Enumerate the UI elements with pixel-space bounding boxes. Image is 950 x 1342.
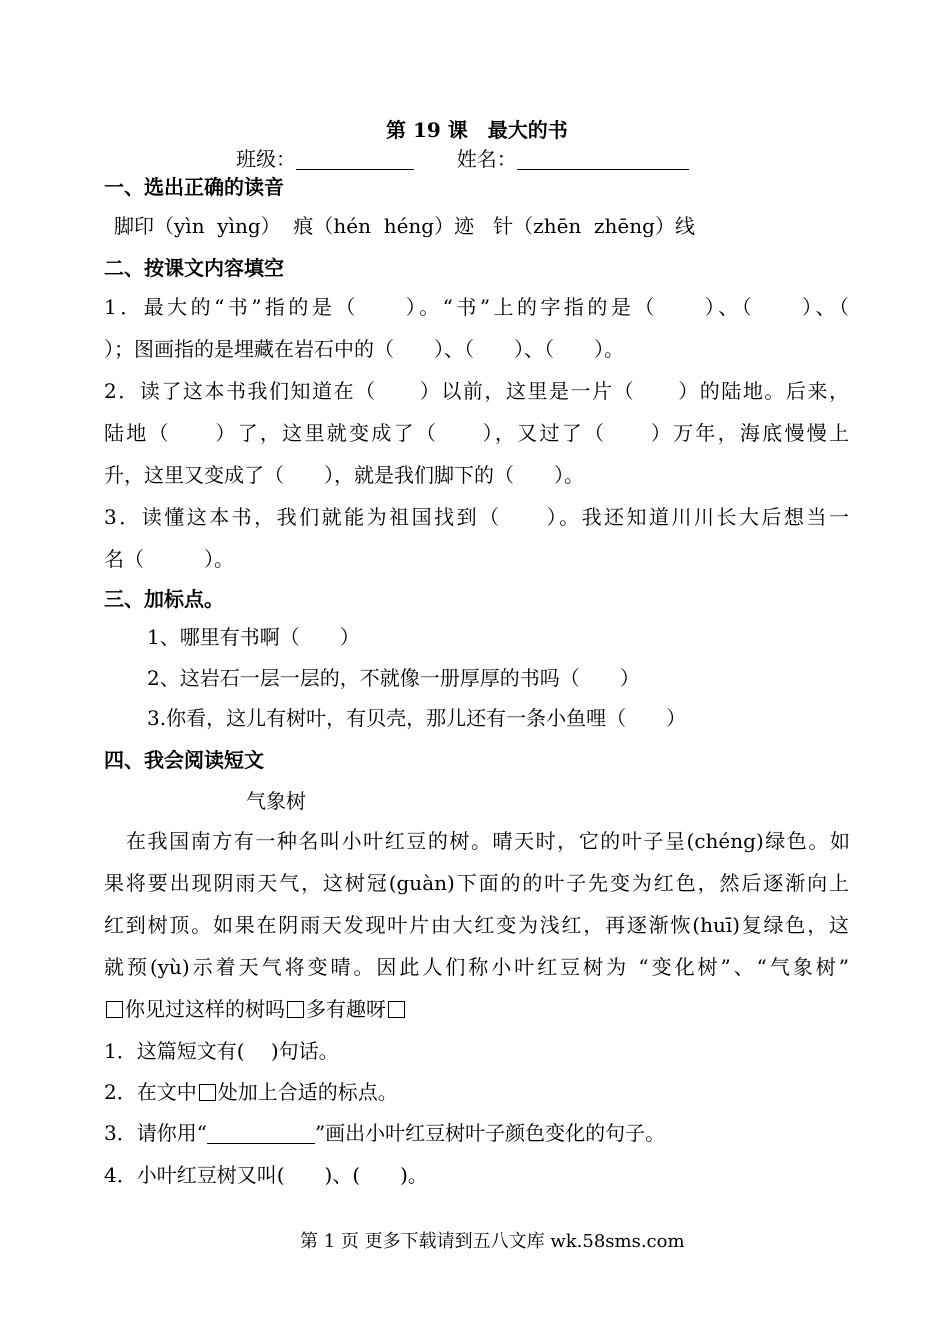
passage-line-3: 红到树顶。如果在阴雨天发现叶片由大红变为浅红，再逐渐恢(huī)复绿色，这	[104, 913, 849, 937]
fill-q1-line2: ）；图画指的是埋藏在岩石中的（ ）、（ ）、（ ）。	[104, 337, 624, 361]
page-footer: 第 1 页 更多下载请到五八文库 wk.58sms.com	[300, 1231, 685, 1252]
reading-q2-prefix: 2．在文中	[104, 1080, 197, 1104]
passage-line-5	[104, 995, 407, 1023]
fill-q3-line2: 名（ ）。	[104, 547, 234, 571]
section-4-heading: 四、我会阅读短文	[104, 748, 264, 772]
section-1-heading: 一、选出正确的读音	[104, 175, 284, 199]
punctuation-box[interactable]	[287, 1001, 304, 1018]
reading-q2-suffix: 处加上合适的标点。	[217, 1080, 398, 1104]
passage-line-4: 就预(yù)示着天气将变晴。因此人们称小叶红豆树为 “变化树”、“气象树”	[104, 955, 849, 979]
reading-q4: 4．小叶红豆树又叫( )、( )。	[104, 1163, 428, 1187]
section-2-heading: 二、按课文内容填空	[104, 256, 284, 280]
fill-q2-line1: 2．读了这本书我们知道在（ ）以前，这里是一片（ ）的陆地。后来，	[104, 379, 849, 403]
reading-q1: 1．这篇短文有( )句话。	[104, 1039, 339, 1063]
reading-q3-suffix: ”画出小叶红豆树叶子颜色变化的句子。	[314, 1121, 666, 1145]
name-blank[interactable]	[517, 147, 689, 170]
section-3-heading: 三、加标点。	[104, 587, 224, 611]
punctuation-box-icon	[199, 1084, 216, 1101]
class-blank[interactable]	[296, 147, 414, 170]
passage-title: 气象树	[246, 789, 306, 813]
fill-q2-line3: 升，这里又变成了（ ），就是我们脚下的（ ）。	[104, 463, 584, 487]
passage-line-2: 果将要出现阴雨天气，这树冠(guàn)下面的的叶子先变为红色，然后逐渐向上	[104, 871, 849, 895]
punctuation-item-2: 2、这岩石一层一层的，不就像一册厚厚的书吗（ ）	[147, 666, 640, 690]
passage-line-1: 在我国南方有一种名叫小叶红豆的树。晴天时，它的叶子呈(chéng)绿色。如	[126, 829, 850, 853]
punctuation-item-1: 1、哪里有书啊（ ）	[147, 625, 360, 649]
fill-q3-line1: 3．读懂这本书，我们就能为祖国找到（ ）。我还知道川川长大后想当一	[104, 505, 849, 529]
name-label: 姓名：	[456, 147, 517, 171]
fill-q2-line2: 陆地（ ）了，这里就变成了（ ），又过了（ ）万年，海底慢慢上	[104, 421, 849, 445]
reading-q2	[104, 1078, 398, 1106]
punctuation-box[interactable]	[106, 1001, 123, 1018]
punctuation-item-3: 3.你看，这儿有树叶，有贝壳，那儿还有一条小鱼哩（ ）	[147, 706, 687, 730]
pronunciation-options: 脚印（yìn yìng） 痕（hén héng）迹 针（zhēn zhēng）线	[114, 214, 695, 238]
punctuation-box[interactable]	[388, 1001, 405, 1018]
reading-q3	[104, 1119, 665, 1147]
passage-exclamation: 多有趣呀	[306, 997, 386, 1021]
passage-question: 你见过这样的树吗	[125, 997, 285, 1021]
reading-q3-prefix: 3．请你用“	[104, 1121, 207, 1145]
page-title: 第 19 课 最大的书	[386, 118, 568, 142]
class-label: 班级：	[236, 147, 296, 171]
student-info-row	[236, 145, 689, 173]
underline-sample	[207, 1121, 315, 1144]
fill-q1-line1: 1．最大的“书”指的是（ ）。“书”上的字指的是（ ）、（ ）、（	[104, 295, 849, 319]
